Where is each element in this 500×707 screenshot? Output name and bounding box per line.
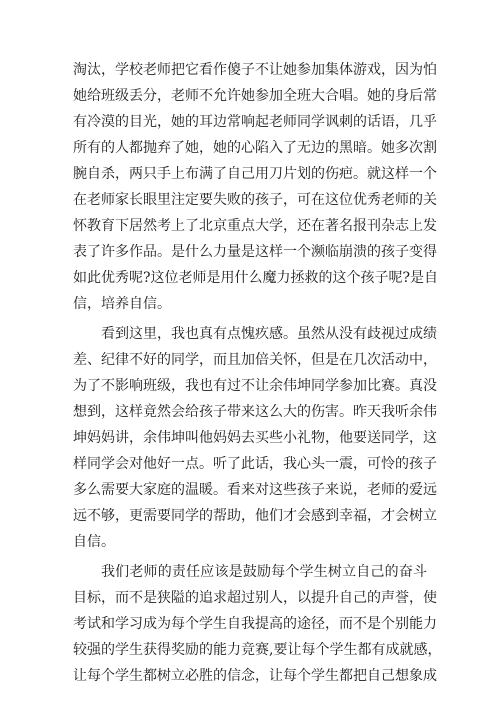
text-line: 淘汰，学校老师把它看作傻子不让她参加集体游戏，因为怕 <box>73 62 437 78</box>
text-line: 多么需要大家庭的温暖。看来对这些孩子来说，老师的爱远 <box>73 482 437 498</box>
text-line-indented: 我们老师的责任应该是鼓励每个学生树立自己的奋斗 <box>101 564 427 580</box>
text-line: 样同学会对他好一点。听了此话，我心头一震，可怜的孩子 <box>73 456 437 472</box>
text-line: 想到，这样竟然会给孩子带来这么大的伤害。昨天我听余伟 <box>73 404 437 420</box>
text-line: 有冷漠的目光，她的耳边常响起老师同学讽刺的话语，几乎 <box>73 114 437 130</box>
text-line: 目标，而不是狭隘的追求超过别人，以提升自己的声誉，使 <box>73 590 437 606</box>
text-line: 所有的人都抛弃了她，她的心陷入了无边的黑暗。她多次割 <box>73 140 437 156</box>
text-line: 较强的学生获得奖励的能力竞赛,要让每个学生都有成就感， <box>73 642 442 658</box>
text-line-indented: 看到这里，我也真有点愧疚感。虽然从没有歧视过成绩 <box>101 326 437 342</box>
text-line: 考试和学习成为每个学生自我提高的途径，而不是个别能力 <box>73 616 437 632</box>
text-line: 让每个学生都树立必胜的信念，让每个学生都把自己想象成 <box>73 668 437 684</box>
text-line: 在老师家长眼里注定要失败的孩子，可在这位优秀老师的关 <box>73 192 437 208</box>
text-line: 远不够，更需要同学的帮助，他们才会感到幸福，才会树立 <box>73 508 437 524</box>
text-line: 坤妈妈讲，余伟坤叫他妈妈去买些小礼物，他要送同学，这 <box>73 430 437 446</box>
text-line: 怀教育下居然考上了北京重点大学，还在著名报刊杂志上发 <box>73 218 437 234</box>
text-line: 如此优秀呢?这位老师是用什么魔力拯救的这个孩子呢?是自 <box>73 270 439 286</box>
text-line: 腕自杀，两只手上布满了自己用刀片划的伤疤。就这样一个 <box>73 166 437 182</box>
text-line: 为了不影响班级，我也有过不让余伟坤同学参加比赛。真没 <box>73 378 437 394</box>
text-line: 她给班级丢分，老师不允许她参加全班大合唱。她的身后常 <box>73 88 437 104</box>
text-line: 自信。 <box>73 534 115 550</box>
text-line: 信，培养自信。 <box>73 296 171 312</box>
text-line: 差、纪律不好的同学，而且加倍关怀，但是在几次活动中， <box>73 352 437 368</box>
text-line: 表了许多作品。是什么力量是这样一个濒临崩溃的孩子变得 <box>73 244 437 260</box>
